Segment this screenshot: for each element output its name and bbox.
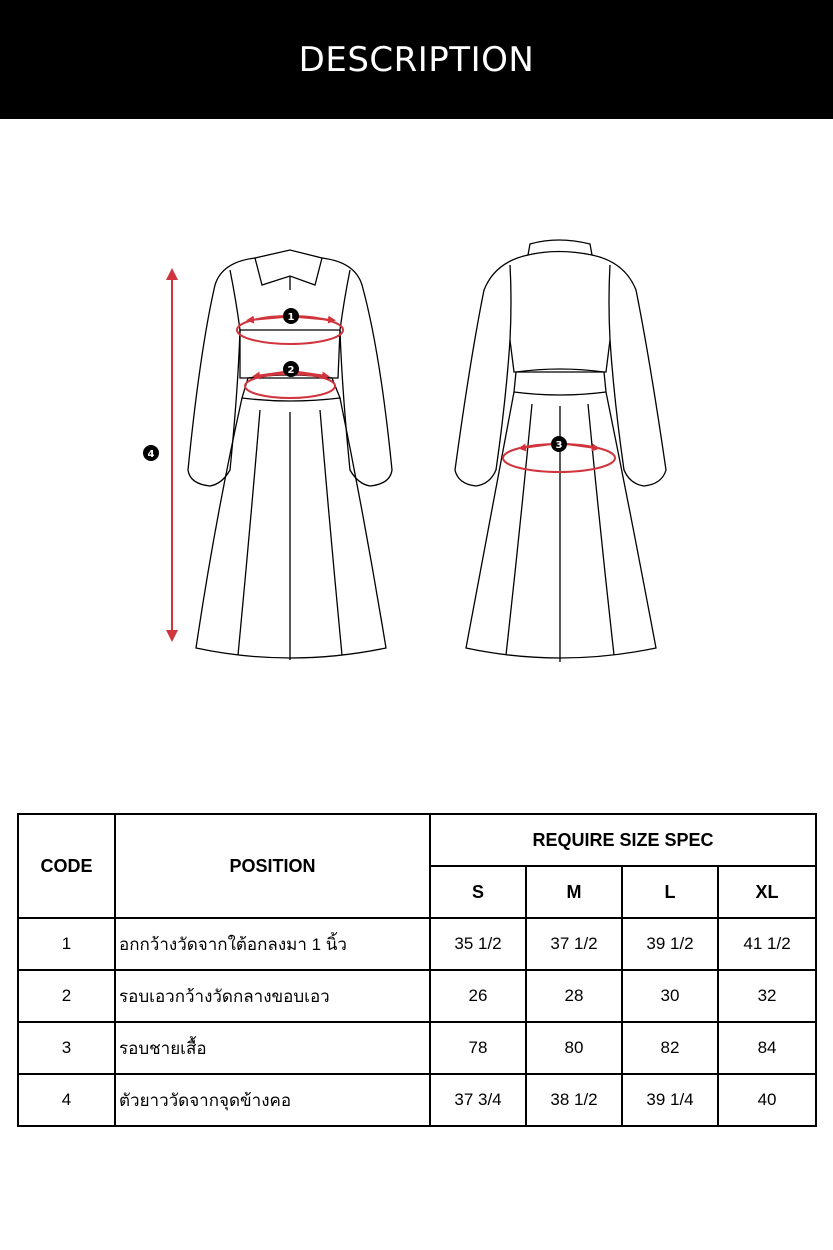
header-bar — [0, 0, 833, 119]
marker-1-label: 1 — [287, 312, 295, 323]
row-code: 3 — [18, 1022, 115, 1074]
row-code: 4 — [18, 1074, 115, 1126]
marker-1 — [283, 308, 299, 324]
spec-header: REQUIRE SIZE SPEC — [430, 814, 816, 866]
row-value: 41 1/2 — [718, 918, 816, 970]
row-position: รอบเอวกว้างวัดกลางขอบเอว — [115, 970, 430, 1022]
size-header: M — [526, 866, 622, 918]
position-header: POSITION — [115, 814, 430, 918]
row-value: 82 — [622, 1022, 718, 1074]
table-row — [18, 1022, 816, 1074]
table-row — [18, 918, 816, 970]
code-header: CODE — [18, 814, 115, 918]
row-position: อกกว้างวัดจากใต้อกลงมา 1 นิ้ว — [115, 918, 430, 970]
row-value: 84 — [718, 1022, 816, 1074]
marker-2-label: 2 — [287, 365, 295, 376]
marker-4-label: 4 — [147, 449, 155, 460]
row-value: 39 1/4 — [622, 1074, 718, 1126]
row-value: 80 — [526, 1022, 622, 1074]
marker-4 — [143, 445, 159, 461]
marker-3 — [551, 436, 567, 452]
row-value: 35 1/2 — [430, 918, 526, 970]
size-header: XL — [718, 866, 816, 918]
row-value: 78 — [430, 1022, 526, 1074]
row-value: 26 — [430, 970, 526, 1022]
row-value: 37 3/4 — [430, 1074, 526, 1126]
marker-3-label: 3 — [555, 440, 563, 451]
table-row — [18, 1074, 816, 1126]
row-position: ตัวยาววัดจากจุดข้างคอ — [115, 1074, 430, 1126]
row-value: 40 — [718, 1074, 816, 1126]
marker-2 — [283, 361, 299, 377]
table-header-row — [18, 814, 816, 866]
row-value: 32 — [718, 970, 816, 1022]
row-value: 39 1/2 — [622, 918, 718, 970]
row-value: 28 — [526, 970, 622, 1022]
dress-illustration — [0, 200, 833, 700]
size-spec-table — [17, 813, 817, 1127]
measure-length — [166, 268, 178, 642]
row-code: 2 — [18, 970, 115, 1022]
row-value: 30 — [622, 970, 718, 1022]
row-value: 38 1/2 — [526, 1074, 622, 1126]
row-value: 37 1/2 — [526, 918, 622, 970]
page-title: DESCRIPTION — [298, 39, 535, 80]
row-code: 1 — [18, 918, 115, 970]
table-row — [18, 970, 816, 1022]
row-position: รอบชายเสื้อ — [115, 1022, 430, 1074]
size-header: S — [430, 866, 526, 918]
size-header: L — [622, 866, 718, 918]
